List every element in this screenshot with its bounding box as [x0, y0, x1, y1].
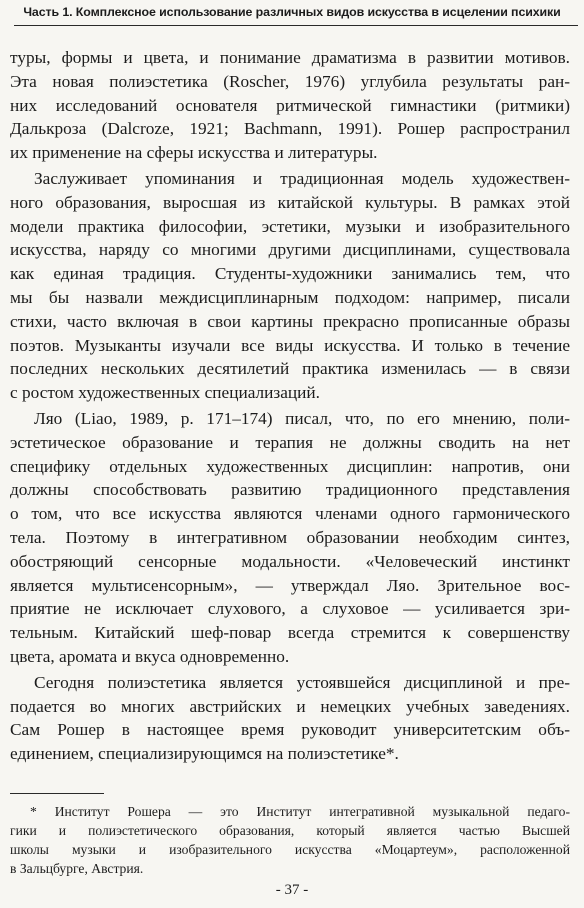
body-text — [10, 46, 570, 768]
text-line: стихи, часто включая в свои картины прекрасно прописанные образы — [10, 311, 570, 331]
text-line: их применение на сферы искусства и литературы. — [10, 143, 378, 163]
text-line: мы бы назвали междисциплинарным подходом: например, писали — [10, 287, 570, 307]
text-line: о том, что все искусства являются членами одного гармонического — [10, 504, 570, 524]
text-line: Эта новая полиэстетика (Roscher, 1976) углубила результаты ран- — [10, 71, 570, 91]
text-line: искусства, наряду со многими другими дисциплинами, существовала — [10, 240, 570, 260]
text-line: последних нескольких десятилетий практика изменилась — в связи — [10, 359, 570, 379]
text-line: ного образования, выросшая из китайской культуры. В рамках этой — [10, 192, 570, 212]
text-line: Сегодня полиэстетика является устоявшейся дисциплиной и пре- — [34, 672, 570, 692]
text-line: приятие не исключает слухового, а слуховое — усиливается зри- — [10, 599, 570, 619]
page-number: - 37 - — [275, 882, 309, 898]
footnote-line: в Зальцбурге, Австрия. — [10, 861, 144, 876]
text-line: является мультисенсорным», — утверждал Ляо. Зрительное вос- — [10, 575, 570, 595]
text-line: цвета, аромата и вкуса одновременно. — [10, 646, 290, 666]
footnote-line: школы музыки и изобразительного искусства «Моцартеум», расположенной — [10, 842, 570, 857]
footnote-rule — [10, 793, 104, 794]
text-line: с ростом художественных специализаций. — [10, 383, 320, 403]
paragraph — [10, 407, 570, 669]
text-line: подается во многих австрийских и немецких учебных заведениях. — [10, 696, 570, 716]
text-line: туры, формы и цвета, и понимание драматизма в развитии мотивов. — [10, 48, 570, 67]
text-line: как единая традиция. Студенты-художники занимались тем, что — [10, 264, 570, 284]
text-line: Ляо (Liao, 1989, p. 171–174) писал, что, по его мнению, поли- — [34, 408, 570, 428]
footnote-line: * Институт Рошера — это Институт интегративной музыкальной педаго- — [30, 804, 570, 819]
paragraph — [10, 671, 570, 766]
text-line: модели практика философии, эстетики, музыки и изобразительного — [10, 216, 570, 236]
text-line: Далькроза (Dalcroze, 1921; Bachmann, 1991). Рошер распространил — [10, 119, 570, 139]
text-line: эстетическое образование и терапия не должны сводить на нет — [10, 432, 570, 452]
text-line: специфику отдельных художественных дисциплин: напротив, они — [10, 456, 570, 476]
footnote-line: гики и полиэстетического образования, который является частью Высшей — [10, 823, 570, 838]
text-line: поэтов. Музыканты изучали все виды искусства. И только в течение — [10, 335, 570, 355]
text-line: тельным. Китайский шеф-повар всегда стремится к совершенству — [10, 623, 570, 643]
text-line: Заслуживает упоминания и традиционная модель художествен- — [34, 168, 570, 188]
running-head: Часть 1. Комплексное использование различных видов искусства в исцелении психики — [23, 5, 561, 19]
text-line: единением, специализирующимся на полиэстетике*. — [10, 744, 399, 764]
text-line: должны способствовать развитию традиционного представления — [10, 480, 570, 500]
text-line: них исследований основателя ритмической гимнастики (ритмики) — [10, 95, 570, 115]
text-line: тела. Поэтому в интегративном образовании необходим синтез, — [10, 527, 570, 547]
paragraph — [10, 46, 570, 165]
footnote — [10, 802, 570, 878]
header-rule — [14, 25, 578, 26]
paragraph — [10, 167, 570, 405]
text-line: Сам Рошер в настоящее время руководит университетским объ- — [10, 720, 570, 740]
text-line: обостряющий сенсорные модальности. «Человеческий инстинкт — [10, 551, 570, 571]
